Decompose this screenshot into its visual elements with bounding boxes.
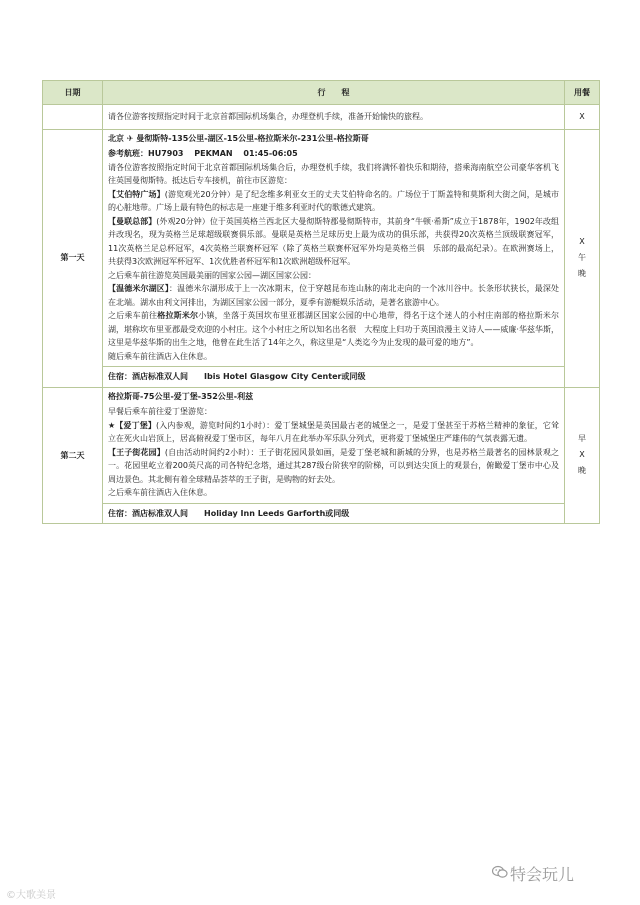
day1-meals xyxy=(565,129,600,387)
day1-windermere-title: 【温德米尔湖区】 xyxy=(108,284,170,293)
footer-brand: 特会玩儿 xyxy=(510,865,575,884)
day1-row xyxy=(43,129,600,387)
day1-paragraph-7: 随后乘车前往酒店入住休息。 xyxy=(108,351,212,361)
day2-princes-gardens-title: 【王子街花园】 xyxy=(108,447,165,457)
day1-paragraph-5 xyxy=(108,282,559,309)
day1-content xyxy=(103,129,565,387)
day1-paragraph-4: 之后乘车前往游览英国最美丽的国家公园—湖区国家公园： xyxy=(108,270,316,280)
watermark: ©大歌美景 xyxy=(6,890,56,901)
day1-flight: 参考航班：HU7903 PEKMAN 01:45-06:05 xyxy=(108,149,298,158)
itinerary-table xyxy=(42,80,600,524)
header-date: 日期 xyxy=(43,81,103,105)
day2-paragraph-3 xyxy=(108,446,559,487)
day1-paragraph-6 xyxy=(108,309,559,350)
intro-meal: X xyxy=(565,105,600,130)
day1-route: 北京 ✈ 曼彻斯特-135公里-湖区-15公里-格拉斯米尔-231公里-格拉斯哥 xyxy=(108,133,369,143)
intro-row xyxy=(43,105,600,130)
day1-lunch: 午 xyxy=(578,253,586,262)
wechat-icon xyxy=(492,864,508,883)
day1-grasmere-title: 格拉斯米尔 xyxy=(157,311,199,320)
day2-paragraph-1: 早餐后乘车前往爱丁堡游览： xyxy=(108,407,212,416)
day2-breakfast: 早 xyxy=(578,434,586,444)
day1-windermere-text: ：温德米尔湖形成于上一次冰期末，位于穿越昆布连山脉的南北走向的一个冰川谷中。长条形状狭长，最深处在北端。湖水由利文河排出，为湖区国家公园一部分，夏季有游艇娱乐活动，是著名旅游中心。 xyxy=(108,284,560,307)
day2-label: 第二天 xyxy=(43,387,103,524)
day1-paragraph-3 xyxy=(108,215,559,269)
day2-row xyxy=(43,387,600,524)
day2-paragraph-4: 之后乘车前往酒店入住休息。 xyxy=(108,488,212,497)
header-meals: 用餐 xyxy=(565,81,600,105)
day1-paragraph-1: 请各位游客按照指定时间于北京首都国际机场集合后，办理登机手续，我们将满怀着快乐和期待，搭乘海南航空公司豪华客机飞往英国曼彻斯特。抵达后专车接机，前往市区游览： xyxy=(108,162,559,185)
day2-paragraph-2 xyxy=(108,419,559,446)
intro-text: 请各位游客按照指定时间于北京首都国际机场集合，办理登机手续，准备开始愉快的旅程。 xyxy=(103,105,565,130)
day1-hotel: 住宿：酒店标准双人间 Ibis Hotel Glasgow City Center或同级 xyxy=(103,366,564,387)
intro-date-cell xyxy=(43,105,103,130)
day2-princes-gardens-text: (自由活动时间约2小时）：王子街花园风景如画，是爱丁堡老城和新城的分界，也是苏格兰最著名的园林景观之一。花园里屹立着200英尺高的司各特纪念塔，通过其287级台阶狭窄的阶梯，可以到达尖顶上的观景台，俯瞰爱丁堡市中心及周边景色。其北侧有着全球精品荟萃的王子街，是购物的好去处。 xyxy=(108,447,559,484)
day2-content xyxy=(103,387,565,524)
day1-grasmere-text: 小镇，坐落于英国坎布里亚郡湖区国家公园的中心地带，得名于这个迷人的小村庄南部的格拉斯米尔湖，堪称坎布里亚郡最受欢迎的小村庄。这个小村庄之所以知名出名很 大程度上归功于英国浪漫主义诗人——威廉·华兹华斯，这里是华兹华斯的出生之地，他曾在此生活了14年之久，称这里是“人类迄今为止发现的最可爱的地方”。 xyxy=(108,311,560,347)
day2-meals xyxy=(565,387,600,524)
day2-edinburgh-title: ★【爱丁堡】 xyxy=(108,420,156,430)
day2-hotel: 住宿：酒店标准双人间 Holiday Inn Leeds Garforth或同级 xyxy=(103,503,564,524)
day2-route: 格拉斯哥-75公里-爱丁堡-352公里-利兹 xyxy=(108,391,254,401)
day1-albert-square-text: (游览观光20分钟）是了纪念维多利亚女王的丈夫艾伯特命名的。广场位于丁斯盖特和莫斯利大街之间，是城市的心脏地带。广场上最有特色的标志是一座建于维多利亚时代的歌德式建筑。 xyxy=(108,189,560,212)
day1-breakfast: X xyxy=(579,237,585,246)
day2-dinner: 晚 xyxy=(578,466,586,476)
day1-man-utd-title: 【曼联总部】 xyxy=(108,216,157,226)
day2-edinburgh-text: (入内参观，游览时间约1小时）：爱丁堡城堡是英国最古老的城堡之一，是爱丁堡甚至于苏格兰精神的象征，它耸立在死火山岩顶上，居高俯视爱丁堡市区，每年八月在此举办军乐队分列式，更将爱丁堡城堡庄严雄伟的气氛表露无遗。 xyxy=(108,420,559,443)
header-itinerary: 行 程 xyxy=(103,81,565,105)
day1-label: 第一天 xyxy=(43,129,103,387)
day1-dinner: 晚 xyxy=(578,269,586,278)
day1-paragraph-2 xyxy=(108,188,559,215)
day1-grasmere-lead: 之后乘车前往 xyxy=(108,311,158,320)
table-header-row xyxy=(43,81,600,105)
itinerary-sheet xyxy=(42,80,600,524)
day1-man-utd-text: (外观20分钟）位于英国英格兰西北区大曼彻斯特郡曼彻斯特市，其前身“牛顿·希斯”成立于1878年，1902年改组并改现名，现为英格兰足球超级联赛俱乐部。曼联是英格兰足球历史上最为成功的俱乐部，共获得20次英格兰顶级联赛冠军，11次英格兰足总杯冠军，4次英格兰联赛杯冠军（除了英格兰联赛杯冠军外均是英格兰俱 乐部的最高纪录）。在欧洲赛场上，共获得3次欧洲冠军杯冠军、1次优胜者杯冠军和1次欧洲超级杯冠军。 xyxy=(108,216,559,266)
day2-lunch: X xyxy=(579,450,585,460)
day1-albert-square-title: 【艾伯特广场】 xyxy=(108,189,165,199)
